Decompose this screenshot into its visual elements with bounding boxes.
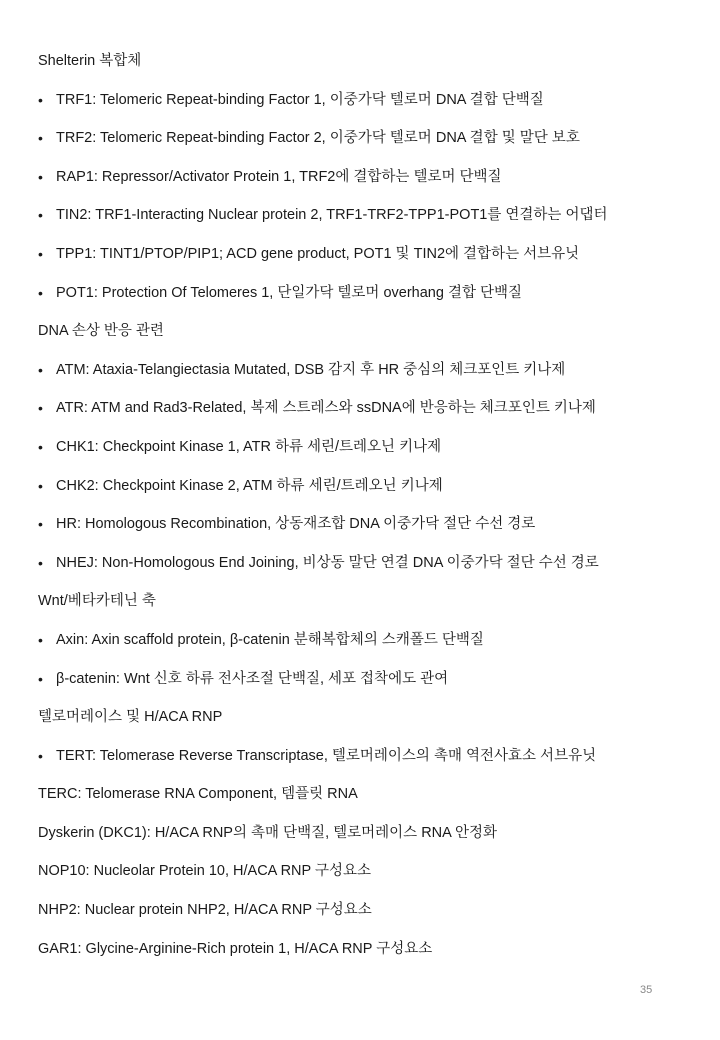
bullet-icon: • — [38, 400, 43, 417]
line-text: TRF2: Telomeric Repeat-binding Factor 2, 이중가닥 텔로머 DNA 결합 및 말단 보호 — [56, 130, 580, 147]
section-text — [38, 590, 688, 629]
bullet-icon: • — [38, 361, 43, 378]
section-text — [38, 320, 688, 359]
line-text: HR: Homologous Recombination, 상동재조합 DNA 이중가닥 절단 수선 경로 — [56, 516, 536, 533]
list-item — [38, 513, 688, 552]
line-text: TRF1: Telomeric Repeat-binding Factor 1, 이중가닥 텔로머 DNA 결합 단백질 — [56, 91, 544, 108]
section-text — [38, 822, 688, 861]
list-item — [38, 475, 688, 514]
list-item — [38, 397, 688, 436]
page-number: 35 — [640, 984, 653, 996]
bullet-icon: • — [38, 245, 43, 262]
bullet-icon: • — [38, 438, 43, 455]
line-text: NHEJ: Non-Homologous End Joining, 비상동 말단 연결 DNA 이중가닥 절단 수선 경로 — [56, 554, 599, 571]
bullet-icon: • — [38, 631, 43, 648]
line-text: ATR: ATM and Rad3-Related, 복제 스트레스와 ssDNA에 반응하는 체크포인트 키나제 — [56, 400, 596, 417]
section-text — [38, 783, 688, 822]
line-text: CHK1: Checkpoint Kinase 1, ATR 하류 세린/트레오닌 키나제 — [56, 438, 442, 455]
line-text: Axin: Axin scaffold protein, β-catenin 분해복합체의 스캐폴드 단백질 — [56, 631, 484, 648]
line-text: DNA 손상 반응 관련 — [38, 323, 164, 340]
section-text — [38, 938, 688, 977]
list-item — [38, 745, 688, 784]
section-text — [38, 50, 688, 89]
section-text — [38, 706, 688, 745]
list-item — [38, 127, 688, 166]
line-text: NOP10: Nucleolar Protein 10, H/ACA RNP 구성요소 — [38, 863, 371, 880]
list-item — [38, 243, 688, 282]
bullet-icon: • — [38, 284, 43, 301]
line-text: Shelterin 복합체 — [38, 53, 142, 69]
bullet-icon: • — [38, 207, 43, 224]
line-text: TERC: Telomerase RNA Component, 템플릿 RNA — [38, 786, 358, 803]
bullet-icon: • — [38, 747, 43, 764]
list-item — [38, 204, 688, 243]
line-text: CHK2: Checkpoint Kinase 2, ATM 하류 세린/트레오닌 키나제 — [56, 477, 443, 494]
line-text: ATM: Ataxia-Telangiectasia Mutated, DSB 감지 후 HR 중심의 체크포인트 키나제 — [56, 361, 566, 378]
line-text: Dyskerin (DKC1): H/ACA RNP의 촉매 단백질, 텔로머레이스 RNA 안정화 — [38, 824, 498, 841]
list-item — [38, 436, 688, 475]
list-item — [38, 359, 688, 398]
bullet-icon: • — [38, 168, 43, 185]
list-item — [38, 166, 688, 205]
line-text: β-catenin: Wnt 신호 하류 전사조절 단백질, 세포 접착에도 관여 — [56, 670, 449, 687]
list-item — [38, 668, 688, 707]
list-item — [38, 552, 688, 591]
line-text: POT1: Protection Of Telomeres 1, 단일가닥 텔로머 overhang 결합 단백질 — [56, 284, 523, 301]
line-text: TPP1: TINT1/PTOP/PIP1; ACD gene product, POT1 및 TIN2에 결합하는 서브유닛 — [56, 245, 580, 262]
line-text: TIN2: TRF1-Interacting Nuclear protein 2, TRF1-TRF2-TPP1-POT1를 연결하는 어댑터 — [56, 207, 608, 224]
list-item — [38, 282, 688, 321]
section-text — [38, 860, 688, 899]
bullet-icon: • — [38, 91, 43, 108]
bullet-icon: • — [38, 554, 43, 571]
line-text: RAP1: Repressor/Activator Protein 1, TRF2에 결합하는 텔로머 단백질 — [56, 168, 502, 185]
section-text — [38, 899, 688, 938]
list-item — [38, 89, 688, 128]
line-text: TERT: Telomerase Reverse Transcriptase, 텔로머레이스의 촉매 역전사효소 서브유닛 — [56, 747, 597, 764]
bullet-icon: • — [38, 130, 43, 147]
bullet-icon: • — [38, 670, 43, 687]
list-item — [38, 629, 688, 668]
bullet-icon: • — [38, 516, 43, 533]
bullet-icon: • — [38, 477, 43, 494]
line-text: Wnt/베타카테닌 축 — [38, 593, 156, 610]
line-text: NHP2: Nuclear protein NHP2, H/ACA RNP 구성요소 — [38, 902, 372, 919]
line-text: GAR1: Glycine-Arginine-Rich protein 1, H/ACA RNP 구성요소 — [38, 940, 433, 957]
line-text: 텔로머레이스 및 H/ACA RNP — [38, 709, 223, 726]
abbreviation-list — [38, 50, 688, 976]
